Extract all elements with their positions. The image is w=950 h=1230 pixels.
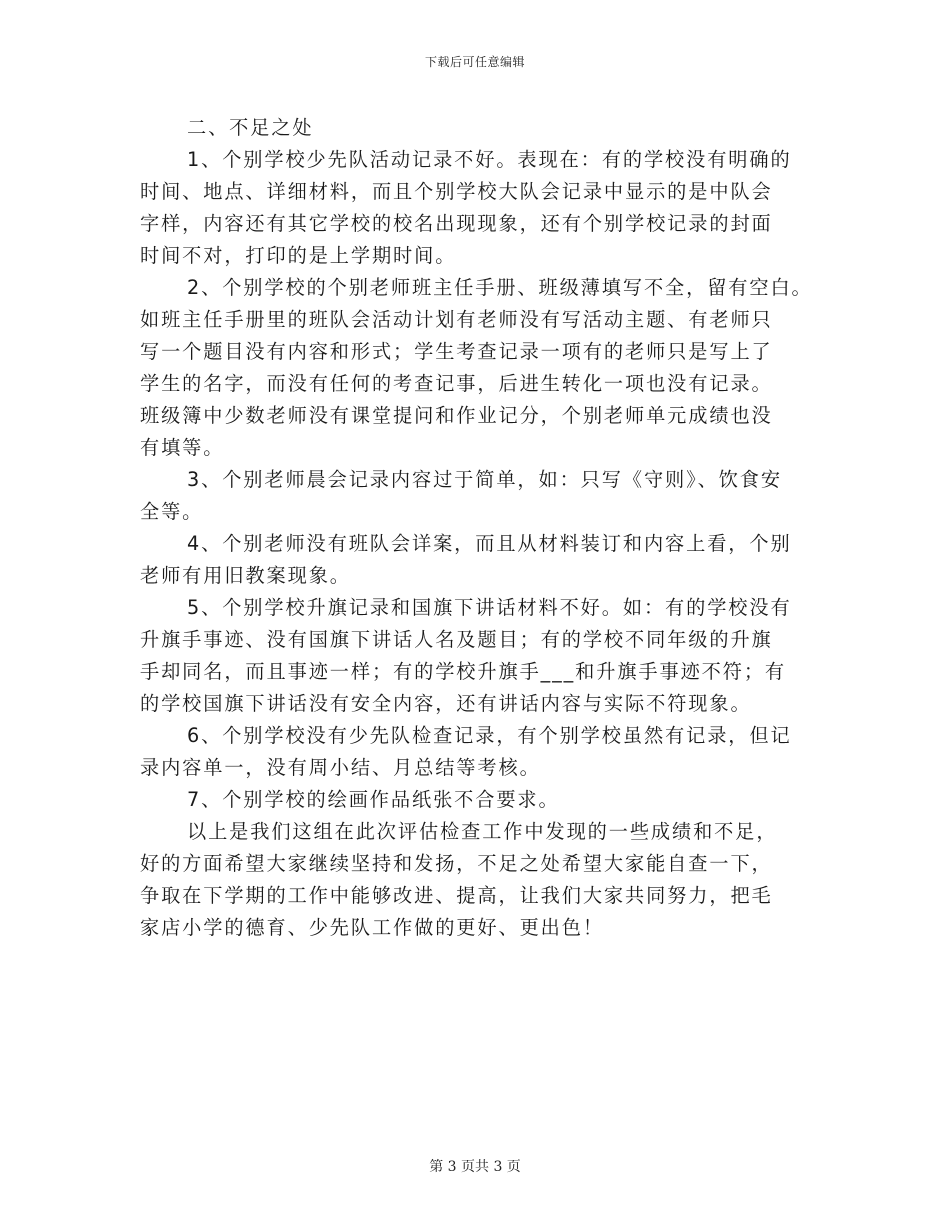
paragraph-line: 有填等。	[140, 436, 225, 459]
paragraph-line: 老师有用旧教案现象。	[140, 564, 351, 587]
paragraph-line: 4、个别老师没有班队会详案，而且从材料装订和内容上看，个别	[187, 532, 792, 555]
paragraph-line: 班级簿中少数老师没有课堂提问和作业记分，个别老师单元成绩也没	[140, 404, 773, 427]
paragraph-line: 家店小学的德育、少先队工作做的更好、更出色！	[140, 916, 604, 939]
document-body	[140, 112, 830, 944]
section-heading: 二、不足之处	[187, 116, 314, 139]
paragraph-line: 2、个别学校的个别老师班主任手册、班级薄填写不全，留有空白。	[187, 276, 813, 299]
paragraph-line: 升旗手事迹、没有国旗下讲话人名及题目；有的学校不同年级的升旗	[140, 628, 773, 651]
paragraph-line: 手却同名，而且事迹一样；有的学校升旗手___和升旗手事迹不符；有	[140, 660, 787, 683]
page-footer: 第 3 页共 3 页	[429, 1159, 521, 1175]
paragraph-line: 好的方面希望大家继续坚持和发扬，不足之处希望大家能自查一下，	[140, 852, 773, 875]
paragraph-line: 7、个别学校的绘画作品纸张不合要求。	[187, 788, 560, 811]
page-header: 下载后可任意编辑	[424, 55, 525, 69]
paragraph-line: 5、个别学校升旗记录和国旗下讲话材料不好。如：有的学校没有	[187, 596, 792, 619]
paragraph-line: 写一个题目没有内容和形式；学生考查记录一项有的老师只是写上了	[140, 340, 773, 363]
paragraph-line: 时间、地点、详细材料，而且个别学校大队会记录中显示的是中队会	[140, 180, 773, 203]
paragraph-line: 6、个别学校没有少先队检查记录，有个别学校虽然有记录，但记	[187, 724, 792, 747]
paragraph-line: 字样，内容还有其它学校的校名出现现象，还有个别学校记录的封面	[140, 212, 773, 235]
paragraph-line: 录内容单一，没有周小结、月总结等考核。	[140, 756, 541, 779]
paragraph-line: 全等。	[140, 500, 204, 523]
paragraph-line: 1、个别学校少先队活动记录不好。表现在：有的学校没有明确的	[187, 148, 792, 171]
paragraph-line: 如班主任手册里的班队会活动计划有老师没有写活动主题、有老师只	[140, 308, 773, 331]
paragraph-line: 时间不对，打印的是上学期时间。	[140, 244, 457, 267]
paragraph-line: 以上是我们这组在此次评估检查工作中发现的一些成绩和不足，	[187, 820, 778, 843]
paragraph-line: 争取在下学期的工作中能够改进、提高，让我们大家共同努力，把毛	[140, 884, 773, 907]
paragraph-line: 3、个别老师晨会记录内容过于简单，如：只写《守则》、饮食安	[187, 468, 782, 491]
paragraph-line: 的学校国旗下讲话没有安全内容，还有讲话内容与实际不符现象。	[140, 692, 752, 715]
paragraph-line: 学生的名字，而没有任何的考查记事，后进生转化一项也没有记录。	[140, 372, 773, 395]
